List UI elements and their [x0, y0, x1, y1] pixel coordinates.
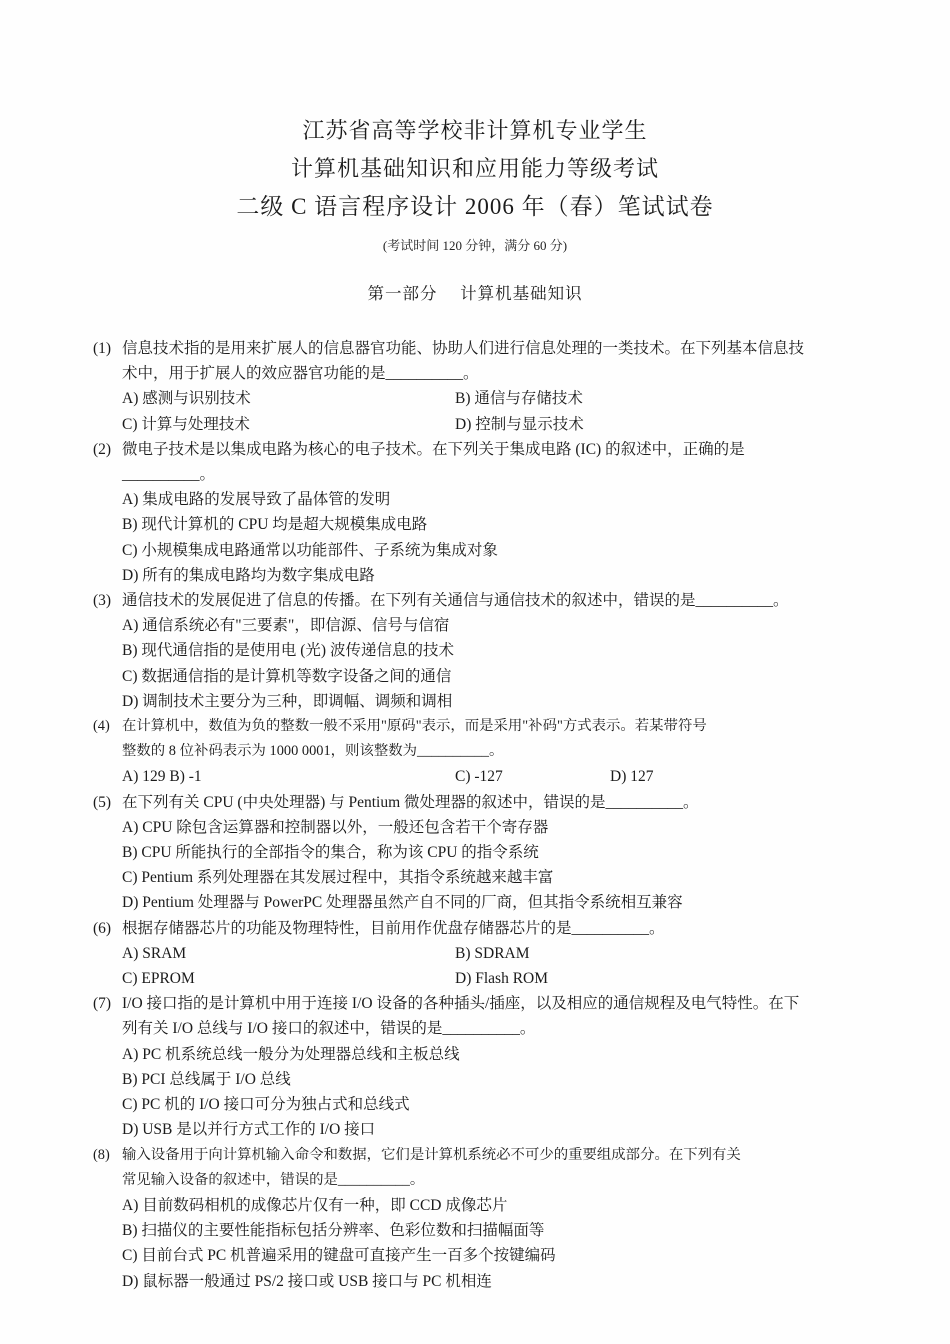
question-number: (8) — [93, 1146, 110, 1163]
question-stem-line: 整数的 8 位补码表示为 1000 0001，则该整数为__________。 — [122, 743, 504, 760]
question-stem-line: 通信技术的发展促进了信息的传播。在下列有关通信与通信技术的叙述中，错误的是__________。 — [122, 592, 789, 610]
question-stem — [122, 336, 872, 386]
question-stem-line: __________。 — [122, 466, 216, 484]
question-stem — [122, 714, 872, 764]
question-stem-line: 在下列有关 CPU (中央处理器) 与 Pentium 微处理器的叙述中，错误的是__________。 — [122, 793, 699, 811]
option-item: A) 感测与识别技术 — [122, 390, 251, 408]
question-stem — [122, 916, 872, 941]
option-item: A) PC 机系统总线一般分为处理器总线和主板总线 — [122, 1045, 460, 1063]
question-number: (2) — [93, 440, 112, 458]
question — [93, 714, 872, 790]
question-number: (3) — [93, 592, 112, 610]
question-list — [93, 336, 872, 1294]
option-item: B) 现代通信指的是使用电 (光) 波传递信息的技术 — [122, 642, 454, 660]
option-item: B) CPU 所能执行的全部指令的集合，称为该 CPU 的指令系统 — [122, 844, 539, 862]
option-item: C) 小规模集成电路通常以功能部件、子系统为集成对象 — [122, 541, 498, 559]
option-item: A) 129 B) -1 — [122, 768, 202, 786]
option-row — [122, 941, 872, 966]
question-options — [122, 1193, 872, 1294]
question-stem-line: 根据存储器芯片的功能及物理特性，目前用作优盘存储器芯片的是__________。 — [122, 919, 665, 937]
question-options — [122, 386, 872, 436]
question-options — [122, 1042, 872, 1143]
question-stem-line: I/O 接口指的是计算机中用于连接 I/O 设备的各种插头/插座，以及相应的通信规程及电气特性。在下 — [122, 995, 800, 1013]
option-row — [122, 966, 872, 991]
option-item: C) 目前台式 PC 机普遍采用的键盘可直接产生一百多个按键编码 — [122, 1247, 556, 1265]
option-item: D) 控制与显示技术 — [455, 415, 584, 433]
exam-title-line-3: 二级 C 语言程序设计 2006 年（春）笔试试卷 — [236, 194, 714, 219]
option-row — [122, 764, 872, 789]
question-stem-line: 微电子技术是以集成电路为核心的电子技术。在下列关于集成电路 (IC) 的叙述中，正确的是 — [122, 440, 745, 458]
question — [93, 790, 872, 916]
option-item: C) 计算与处理技术 — [122, 415, 250, 433]
question-stem — [122, 588, 872, 613]
option-item: B) 通信与存储技术 — [455, 390, 583, 408]
question — [93, 588, 872, 714]
question-stem-line: 列有关 I/O 总线与 I/O 接口的叙述中，错误的是__________。 — [122, 1020, 536, 1038]
question-stem — [122, 991, 872, 1041]
question-number: (1) — [93, 340, 112, 357]
question-stem — [122, 1143, 872, 1193]
question-stem-line: 信息技术指的是用来扩展人的信息器官功能、协助人们进行信息处理的一类技术。在下列基本信息技 — [122, 340, 805, 357]
option-item: C) -127 — [455, 768, 503, 786]
question-number: (5) — [93, 793, 112, 811]
option-item: B) PCI 总线属于 I/O 总线 — [122, 1070, 291, 1088]
question-stem-line: 常见输入设备的叙述中，错误的是__________。 — [122, 1171, 425, 1188]
option-item: D) USB 是以并行方式工作的 I/O 接口 — [122, 1121, 376, 1139]
option-row — [122, 386, 872, 411]
option-item: D) 所有的集成电路均为数字集成电路 — [122, 566, 375, 584]
question — [93, 991, 872, 1142]
question-number: (7) — [93, 995, 112, 1013]
option-item: D) Pentium 处理器与 PowerPC 处理器虽然产自不同的厂商，但其指令系统相互兼容 — [122, 894, 683, 912]
exam-info: (考试时间 120 分钟，满分 60 分) — [382, 238, 568, 253]
question-options — [122, 613, 872, 714]
question-options — [122, 487, 872, 588]
option-item: C) EPROM — [122, 970, 195, 988]
option-item: B) 扫描仪的主要性能指标包括分辨率、色彩位数和扫描幅面等 — [122, 1222, 545, 1240]
option-item: A) 目前数码相机的成像芯片仅有一种，即 CCD 成像芯片 — [122, 1196, 508, 1214]
question-options — [122, 815, 872, 916]
option-item: A) 通信系统必有"三要素"，即信源、信号与信宿 — [122, 617, 450, 635]
option-item: A) 集成电路的发展导致了晶体管的发明 — [122, 491, 391, 509]
option-row — [122, 412, 872, 437]
question-stem-line: 术中，用于扩展人的效应器官功能的是__________。 — [122, 365, 479, 383]
question-stem — [122, 790, 872, 815]
question-options — [122, 764, 872, 789]
question-stem-line: 在计算机中，数值为负的整数一般不采用"原码"表示，而是采用"补码"方式表示。若某带符号 — [122, 718, 707, 735]
question-options — [122, 941, 872, 991]
question — [93, 916, 872, 992]
question-number: (6) — [93, 919, 112, 937]
option-item: D) 调制技术主要分为三种，即调幅、调频和调相 — [122, 692, 453, 710]
option-item: D) 鼠标器一般通过 PS/2 接口或 USB 接口与 PC 机相连 — [122, 1272, 492, 1290]
option-item: B) SDRAM — [455, 944, 530, 962]
question — [93, 437, 872, 588]
question — [93, 1143, 872, 1294]
exam-title-line-2: 计算机基础知识和应用能力等级考试 — [290, 156, 659, 181]
question-stem-line: 输入设备用于向计算机输入命令和数据，它们是计算机系统必不可少的重要组成部分。在下列有关 — [122, 1146, 741, 1163]
exam-title-line-1: 江苏省高等学校非计算机专业学生 — [302, 118, 648, 143]
question-number: (4) — [93, 718, 110, 735]
option-item: C) PC 机的 I/O 接口可分为独占式和总线式 — [122, 1096, 410, 1114]
section-title: 第一部分 计算机基础知识 — [367, 284, 583, 303]
exam-header — [0, 0, 950, 306]
option-item: B) 现代计算机的 CPU 均是超大规模集成电路 — [122, 516, 428, 534]
option-item: A) SRAM — [122, 944, 187, 962]
option-item: C) 数据通信指的是计算机等数字设备之间的通信 — [122, 667, 452, 685]
question — [93, 336, 872, 437]
option-item: D) Flash ROM — [455, 970, 549, 988]
option-item: D) 127 — [610, 768, 654, 786]
question-stem — [122, 437, 872, 487]
option-item: C) Pentium 系列处理器在其发展过程中，其指令系统越来越丰富 — [122, 869, 554, 887]
option-item: A) CPU 除包含运算器和控制器以外，一般还包含若干个寄存器 — [122, 818, 549, 836]
